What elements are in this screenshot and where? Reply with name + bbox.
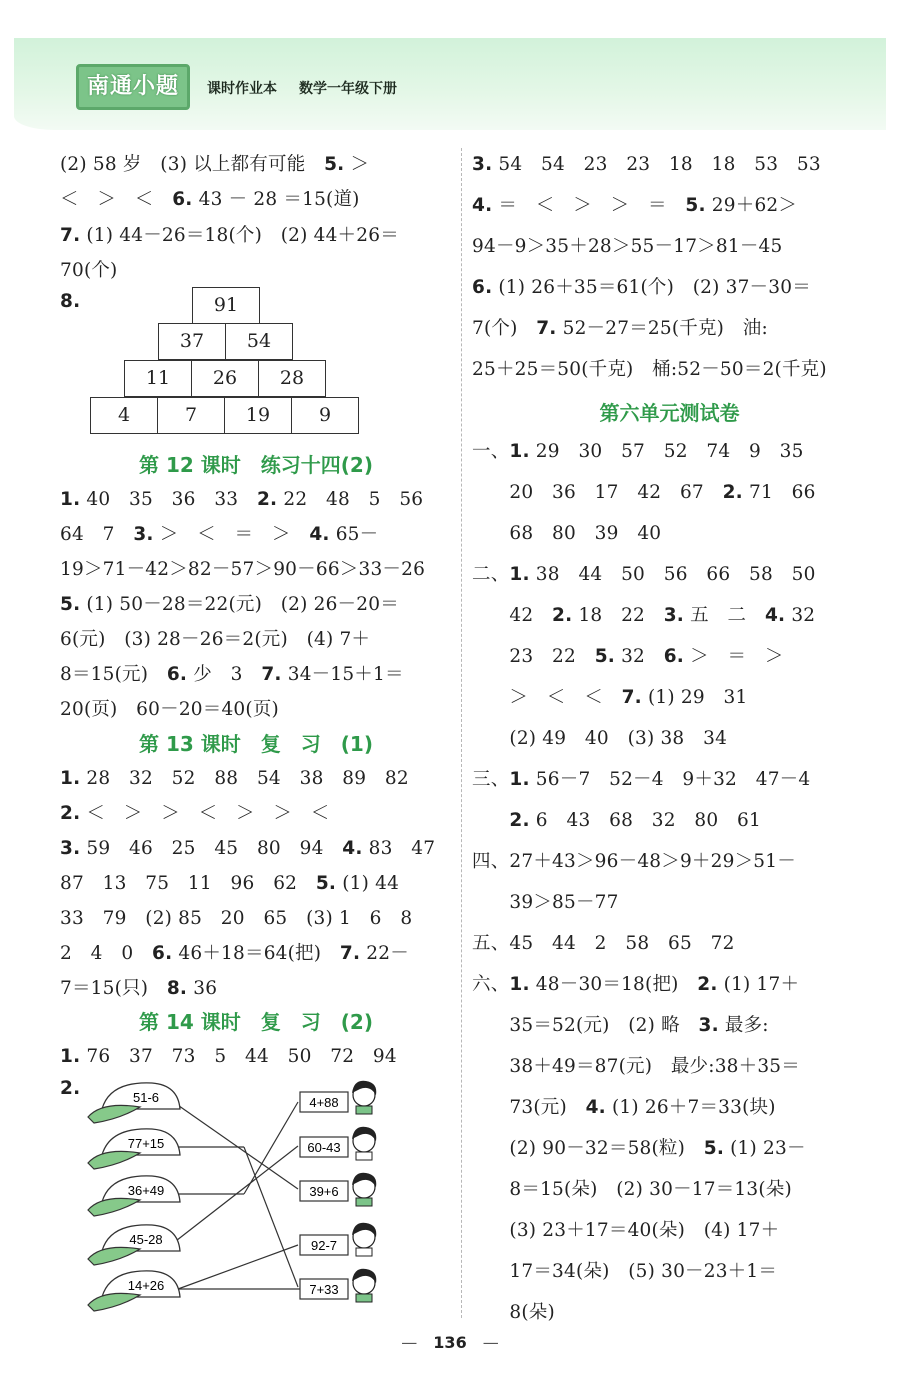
pyramid-cell: 26 [191, 360, 259, 397]
answer-line: 3. 59 46 25 45 80 94 4. 83 47 [60, 838, 436, 859]
answer-line: 94－9＞35＋28＞55－17＞81－45 [472, 236, 783, 257]
answer-line: 7. (1) 44－26＝18(个) (2) 44＋26＝ [60, 225, 399, 246]
answer-line: (2) 58 岁 (3) 以上都有可能 5. ＞ [60, 154, 370, 175]
section-title-lesson-13: 第 13 课时 复 习 (1) [139, 732, 373, 756]
pyramid-cell: 11 [124, 360, 192, 397]
child-face-4 [352, 1223, 376, 1256]
answer-line: 8＝15(元) 6. 少 3 7. 34－15＋1＝ [60, 664, 404, 685]
answer-line: 8＝15(朵) (2) 30－17＝13(朵) [472, 1179, 792, 1200]
section-title-lesson-12: 第 12 课时 练习十四(2) [139, 453, 373, 477]
cap-expression: 77+15 [127, 1136, 165, 1151]
answer-line: 20 36 17 42 67 2. 71 66 [472, 482, 816, 503]
answer-line: 五、45 44 2 58 65 72 [472, 933, 735, 954]
header-series: 课时作业本 [207, 81, 277, 97]
answer-line: 70(个) [60, 260, 118, 281]
child-face-3 [352, 1173, 376, 1206]
child-face-5 [352, 1269, 376, 1302]
answer-line: 87 13 75 11 96 62 5. (1) 44 [60, 873, 400, 894]
cap-expression: 51-6 [132, 1090, 160, 1105]
answer-line: 2. 6 43 68 32 80 61 [509, 810, 761, 831]
answer-line: 六、1. 48－30＝18(把) 2. (1) 17＋ [472, 974, 800, 995]
number-pyramid [90, 287, 362, 437]
question-number: 8. [60, 291, 81, 312]
answer-line: 5. (1) 50－28＝22(元) (2) 26－20＝ [60, 594, 399, 615]
child-face-2 [352, 1127, 376, 1160]
answer-line: (2) 90－32＝58(粒) 5. (1) 23－ [472, 1138, 806, 1159]
series-logo: 南通小题 [76, 64, 190, 110]
match-line [178, 1245, 298, 1289]
box-expression: 39+6 [309, 1184, 339, 1199]
answer-line: 1. 28 32 52 88 54 38 89 82 [60, 768, 409, 789]
answer-line: 33 79 (2) 85 20 65 (3) 1 6 8 [60, 908, 413, 929]
pyramid-cell: 9 [291, 397, 359, 434]
pyramid-cell: 37 [158, 323, 226, 360]
cap-expression: 14+26 [127, 1278, 165, 1293]
answer-line: 35＝52(元) (2) 略 3. 最多: [472, 1015, 769, 1036]
match-line [244, 1147, 298, 1287]
answer-line: 2. ＜ ＞ ＞ ＜ ＞ ＞ ＜ [60, 803, 330, 824]
answer-line: 一、1. 29 30 57 52 74 9 35 [472, 441, 804, 462]
answer-line: 25＋25＝50(千克) 桶:52－50＝2(千克) [472, 359, 827, 380]
answer-line: 19＞71－42＞82－57＞90－66＞33－26 [60, 559, 426, 580]
box-expression: 4+88 [309, 1095, 339, 1110]
answer-line: 6(元) (3) 28－26＝2(元) (4) 7＋ [60, 629, 371, 650]
cap-4 [88, 1225, 180, 1265]
match-line [172, 1146, 298, 1244]
answer-line: 1. 40 35 36 33 2. 22 48 5 56 [60, 489, 424, 510]
cap-1 [88, 1083, 180, 1123]
cap-2 [88, 1129, 180, 1169]
answer-line: 42 2. 18 22 3. 五 二 4. 32 [472, 605, 816, 626]
child-face-1 [352, 1081, 376, 1114]
section-title-unit-6-test: 第六单元测试卷 [599, 401, 740, 425]
header-subject: 数学一年级下册 [299, 81, 397, 97]
answer-line: 7＝15(只) 8. 36 [60, 978, 218, 999]
answer-line: 73(元) 4. (1) 26＋7＝33(块) [472, 1097, 776, 1118]
answer-line: 17＝34(朵) (5) 30－23＋1＝ [472, 1261, 778, 1282]
answer-line: 68 80 39 40 [472, 523, 662, 544]
answer-line: (3) 23＋17＝40(朵) (4) 17＋ [472, 1220, 780, 1241]
match-line [244, 1102, 298, 1194]
answer-line: 三、1. 56－7 52－4 9＋32 47－4 [472, 769, 811, 790]
answer-line: ＞ ＜ ＜ 7. (1) 29 31 [472, 687, 748, 708]
connection-lines [172, 1101, 300, 1289]
header-band [14, 38, 886, 130]
answer-box-2 [300, 1137, 348, 1157]
column-divider [461, 148, 462, 1318]
cap-3 [88, 1176, 180, 1216]
answer-line: 二、1. 38 44 50 56 66 58 50 [472, 564, 816, 585]
answer-line: 6. (1) 26＋35＝61(个) (2) 37－30＝ [472, 277, 811, 298]
pyramid-cell: 91 [192, 287, 260, 324]
answer-box-4 [300, 1235, 348, 1255]
cap-expression: 36+49 [127, 1183, 165, 1198]
answer-line: 四、27＋43＞96－48＞9＋29＞51－ [472, 851, 796, 872]
pyramid-cell: 54 [225, 323, 293, 360]
page-number: — 136 — [401, 1333, 499, 1352]
box-expression: 60-43 [307, 1140, 341, 1155]
question-number: 2. [60, 1078, 81, 1099]
answer-line: 2 4 0 6. 46＋18＝64(把) 7. 22－ [60, 943, 409, 964]
answer-line: 8(朵) [472, 1302, 555, 1323]
section-title-lesson-14: 第 14 课时 复 习 (2) [139, 1010, 373, 1034]
answer-line: 20(页) 60－20＝40(页) [60, 699, 279, 720]
answer-line: 38＋49＝87(元) 最少:38＋35＝ [472, 1056, 800, 1077]
answer-box-1 [300, 1092, 348, 1112]
answer-line: 7(个) 7. 52－27＝25(千克) 油: [472, 318, 768, 339]
answer-line: (2) 49 40 (3) 38 34 [472, 728, 728, 749]
pyramid-cell: 28 [258, 360, 326, 397]
pyramid-cell: 7 [157, 397, 225, 434]
box-expression: 92-7 [310, 1238, 338, 1253]
answer-line: 64 7 3. ＞ ＜ ＝ ＞ 4. 65－ [60, 524, 379, 545]
answer-line: 3. 54 54 23 23 18 18 53 53 [472, 154, 821, 175]
answer-line: ＜ ＞ ＜ 6. 43 － 28 ＝15(道) [60, 189, 360, 210]
box-expression: 7+33 [309, 1282, 339, 1297]
cap-expression: 45-28 [129, 1232, 163, 1247]
answer-box-5 [300, 1279, 348, 1299]
pyramid-cell: 19 [224, 397, 292, 434]
match-line [172, 1101, 298, 1189]
answer-line: 4. ＝ ＜ ＞ ＞ ＝ 5. 29＋62＞ [472, 195, 798, 216]
hat-matching-diagram [80, 1077, 450, 1317]
answer-line: 39＞85－77 [472, 892, 619, 913]
cap-5 [88, 1271, 180, 1311]
answer-box-3 [300, 1181, 348, 1201]
answer-line: 23 22 5. 32 6. ＞ ＝ ＞ [472, 646, 784, 667]
answer-line: 1. 76 37 73 5 44 50 72 94 [60, 1046, 397, 1067]
pyramid-cell: 4 [90, 397, 158, 434]
